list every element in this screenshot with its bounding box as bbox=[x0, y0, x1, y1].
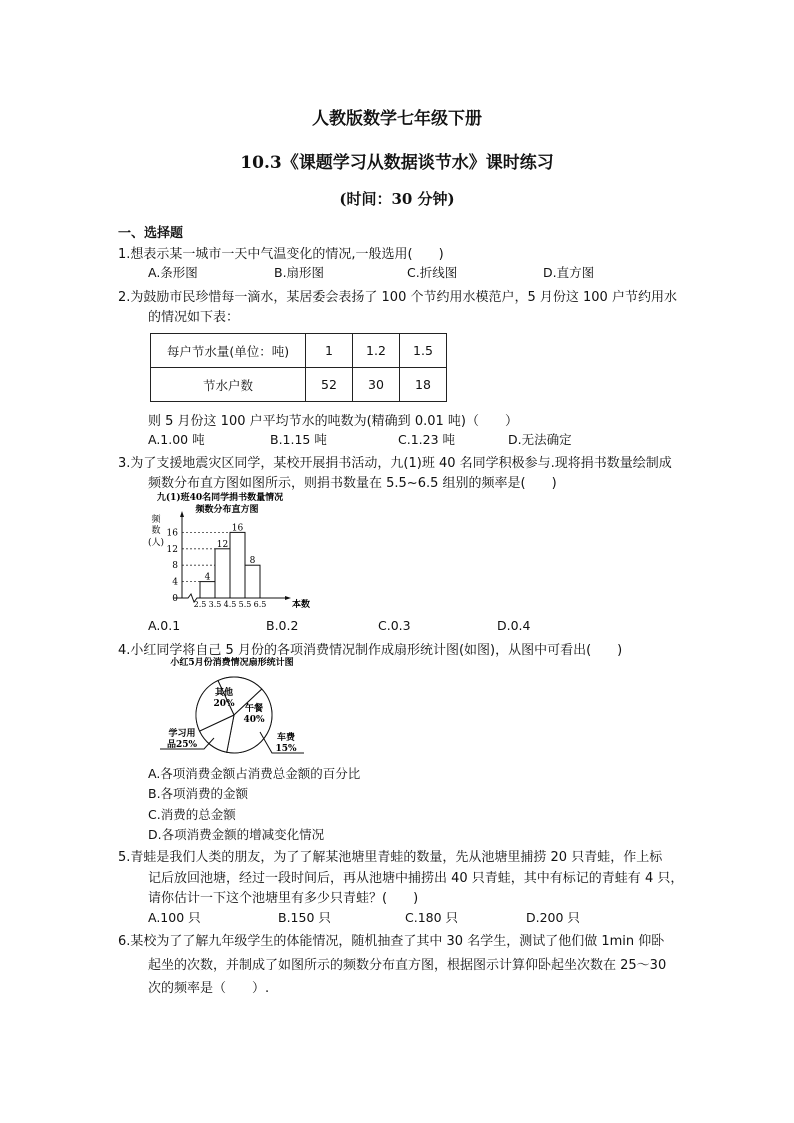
section-heading: 一、选择题 bbox=[118, 226, 184, 241]
page-subtitle: 10.3《课题学习从数据谈节水》课时练习 bbox=[240, 153, 554, 173]
pie-label-study: 学习用 bbox=[168, 729, 196, 739]
pie-title: 小红5月份消费情况扇形统计图 bbox=[170, 658, 294, 668]
table-cell: 1 bbox=[306, 334, 353, 368]
q3-stem-line2: 频数分布直方图如图所示，则捐书数量在 5.5~6.5 组别的频率是( ) bbox=[148, 476, 557, 491]
pie-label-lunch-pct: 40% bbox=[243, 715, 265, 725]
water-saving-table bbox=[150, 333, 447, 402]
x-tick-label: 5.5 bbox=[238, 600, 252, 609]
q5-option-a: A.100 只 bbox=[148, 910, 201, 925]
table-cell: 1.5 bbox=[400, 334, 447, 368]
histogram-bar bbox=[215, 549, 230, 598]
pie-chart bbox=[148, 654, 348, 758]
q2-option-b: B.1.15 吨 bbox=[270, 432, 327, 447]
pie-label-study-pct: 品25% bbox=[166, 740, 198, 750]
table-row bbox=[151, 368, 447, 402]
pie-label-other-pct: 20% bbox=[213, 699, 235, 709]
histogram-title: 九(1)班40名同学捐书数量情况 bbox=[156, 493, 284, 503]
q4-option-c: C.消费的总金额 bbox=[148, 807, 236, 822]
y-tick-label: 0 bbox=[172, 594, 178, 604]
q5-stem-line2: 记后放回池塘，经过一段时间后，再从池塘中捕捞出 40 只青蛙，其中有标记的青蛙有 4 只， bbox=[148, 871, 684, 886]
q6-stem-line3: 次的频率是（ ）. bbox=[148, 981, 270, 996]
x-tick-label: 3.5 bbox=[208, 600, 222, 609]
y-axis-label-char: 频 bbox=[151, 515, 161, 525]
table-cell: 1.2 bbox=[353, 334, 400, 368]
table-row bbox=[151, 334, 447, 368]
q5-option-c: C.180 只 bbox=[405, 910, 459, 925]
x-tick-label: 2.5 bbox=[193, 600, 207, 609]
table-cell: 每户节水量(单位：吨) bbox=[151, 334, 306, 368]
q4-option-d: D.各项消费金额的增减变化情况 bbox=[148, 827, 325, 842]
histogram-x-ticks bbox=[194, 600, 267, 609]
q4-option-a: A.各项消费金额占消费总金额的百分比 bbox=[148, 766, 361, 781]
q1-option-a: A.条形图 bbox=[148, 265, 198, 280]
y-axis-label-char: 数 bbox=[151, 526, 161, 536]
q1-option-c: C.折线图 bbox=[407, 265, 458, 280]
page-title: 人教版数学七年级下册 bbox=[312, 109, 482, 129]
q3-stem-line1: 3.为了支援地震灾区同学，某校开展捐书活动，九(1)班 40 名同学积极参与.现将捐书数量绘制成 bbox=[118, 456, 672, 471]
q6-stem-line2: 起坐的次数，并制成了如图所示的频数分布直方图，根据图示计算仰卧起坐次数在 25～30 bbox=[148, 958, 667, 973]
y-axis-arrow bbox=[180, 511, 184, 517]
q2-option-d: D.无法确定 bbox=[508, 432, 572, 447]
time-limit: (时间：30 分钟) bbox=[339, 190, 455, 208]
bar-value-label: 8 bbox=[249, 556, 256, 567]
q2-stem-line2: 的情况如下表： bbox=[148, 310, 240, 325]
q2-option-c: C.1.23 吨 bbox=[398, 432, 456, 447]
q1-option-b: B.扇形图 bbox=[274, 265, 325, 280]
q6-stem-line1: 6.某校为了了解九年级学生的体能情况，随机抽查了其中 30 名学生，测试了他们做 1min 仰卧 bbox=[118, 934, 665, 949]
pie-label-fare-pct: 15% bbox=[275, 744, 297, 754]
q5-option-b: B.150 只 bbox=[278, 910, 331, 925]
q5-stem-line3: 请你估计一下这个池塘里有多少只青蛙？( ) bbox=[148, 891, 419, 906]
pie-label-lunch: 午餐 bbox=[244, 704, 264, 714]
bar-value-label: 12 bbox=[216, 539, 229, 550]
histogram-chart bbox=[142, 490, 312, 612]
y-axis-label-char: (人) bbox=[147, 538, 165, 548]
q3-option-a: A.0.1 bbox=[148, 618, 181, 633]
q2-option-a: A.1.00 吨 bbox=[148, 432, 205, 447]
table-cell: 52 bbox=[306, 368, 353, 402]
table-cell: 18 bbox=[400, 368, 447, 402]
q2-stem-line3: 则 5 月份这 100 户平均节水的吨数为(精确到 0.01 吨)（ ） bbox=[148, 414, 518, 429]
q3-option-b: B.0.2 bbox=[266, 618, 299, 633]
bar-value-label: 16 bbox=[231, 523, 244, 534]
y-tick-label: 12 bbox=[166, 544, 178, 555]
x-tick-label: 6.5 bbox=[253, 600, 267, 609]
q5-option-d: D.200 只 bbox=[526, 910, 580, 925]
q5-stem-line1: 5.青蛙是我们人类的朋友，为了了解某池塘里青蛙的数量，先从池塘里捕捞 20 只青蛙，作上标 bbox=[118, 850, 663, 865]
y-tick-label: 16 bbox=[166, 528, 178, 539]
x-tick-label: 4.5 bbox=[223, 600, 237, 609]
q3-option-d: D.0.4 bbox=[497, 618, 531, 633]
histogram-bar bbox=[200, 582, 215, 598]
histogram-subtitle: 频数分布直方图 bbox=[195, 505, 259, 515]
y-tick-label: 8 bbox=[172, 561, 178, 572]
histogram-bar bbox=[245, 565, 260, 598]
bar-value-label: 4 bbox=[204, 572, 211, 583]
x-axis-label: 本数 bbox=[292, 600, 311, 610]
q2-stem-line1: 2.为鼓励市民珍惜每一滴水，某居委会表扬了 100 个节约用水模范户，5 月份这 100 户节约用水 bbox=[118, 290, 677, 305]
y-tick-label: 4 bbox=[172, 577, 178, 588]
histogram-y-ticks bbox=[167, 528, 179, 604]
q3-option-c: C.0.3 bbox=[378, 618, 411, 633]
q1-stem: 1.想表示某一城市一天中气温变化的情况,一般选用( ) bbox=[118, 247, 444, 262]
histogram-bar bbox=[230, 532, 245, 598]
pie-label-other: 其他 bbox=[214, 688, 234, 698]
table-cell: 30 bbox=[353, 368, 400, 402]
q4-option-b: B.各项消费的金额 bbox=[148, 786, 249, 801]
pie-label-fare: 车费 bbox=[276, 733, 296, 743]
q4-stem: 4.小红同学将自己 5 月份的各项消费情况制作成扇形统计图(如图)，从图中可看出( ) bbox=[118, 643, 623, 658]
q1-option-d: D.直方图 bbox=[543, 265, 595, 280]
table-cell: 节水户数 bbox=[151, 368, 306, 402]
x-axis-arrow bbox=[285, 596, 291, 600]
